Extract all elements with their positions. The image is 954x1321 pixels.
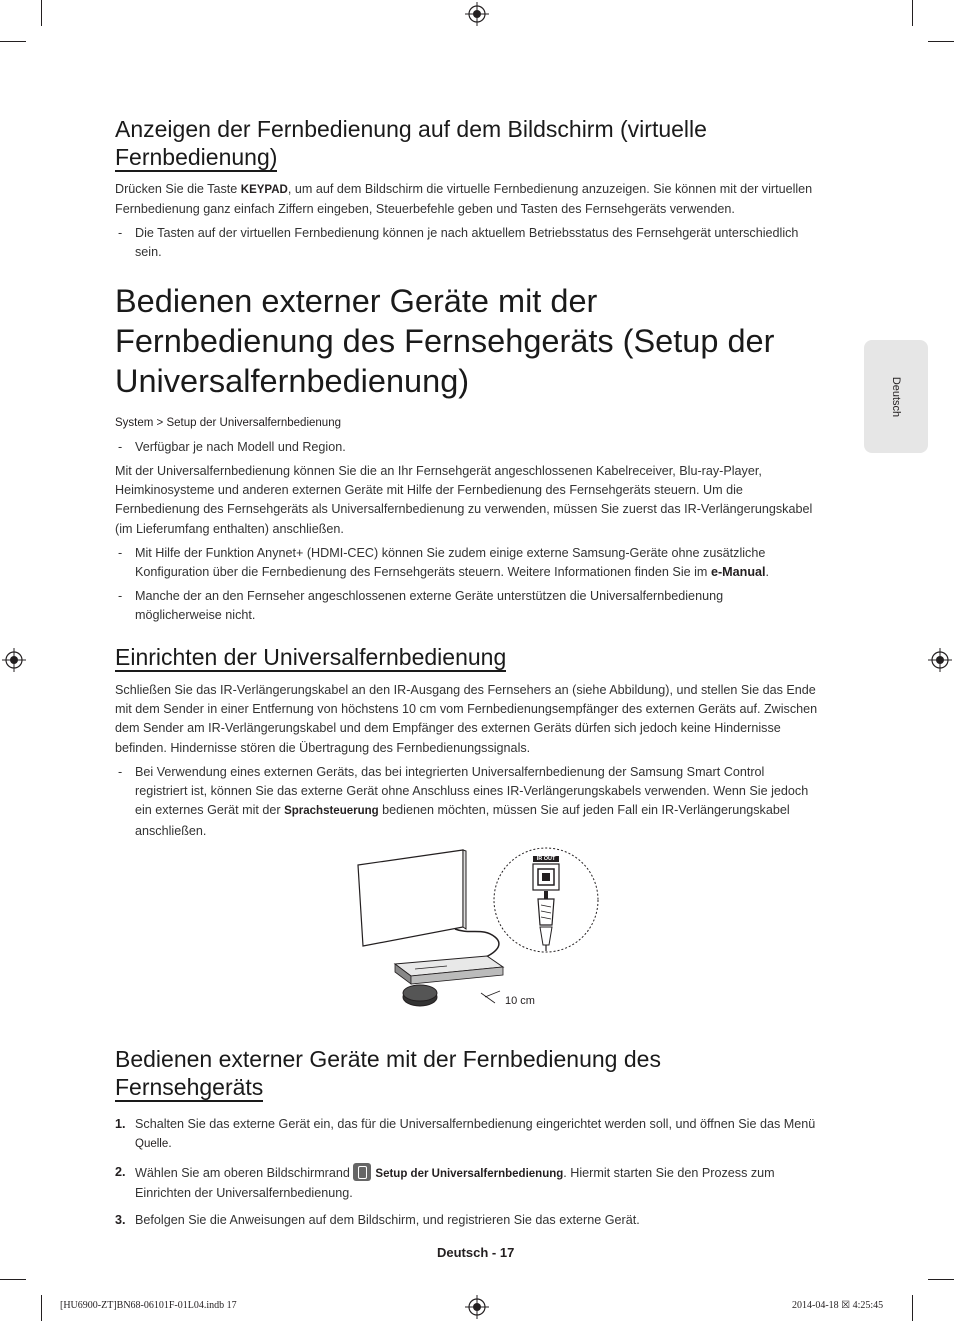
e-manual-link: e-Manual bbox=[710, 565, 766, 580]
step-1: Schalten Sie das externe Gerät ein, das für die Universalfernbedienung eingerichtet werden soll, und öffnen Sie das Menü Quelle. bbox=[135, 1117, 816, 1151]
setup-section-note: Bei Verwendung eines externen Geräts, das bei integrierten Universalfernbedienung der Samsung Smart Control registriert ist, können Sie das externe Gerät ohne Anschluss eines IR-Verlängerungskabels verwenden. Wenn Sie jedoch ein externes Gerät mit der Sprachsteuerung bedienen möchten, müssen Sie auf jeden Fall ein IR-Verlängerungskabel anschließen. bbox=[135, 765, 809, 838]
universal-remote-icon bbox=[353, 1163, 371, 1181]
compatibility-note: Manche der an den Fernseher angeschlossenen externe Geräte unterstützen die Universalfernbedienung möglicherweise nicht. bbox=[135, 589, 724, 623]
section-title-line: Anzeigen der Fernbedienung auf dem Bildschirm (virtuelle bbox=[115, 116, 707, 142]
availability-note: Verfügbar je nach Modell und Region. bbox=[135, 440, 346, 454]
step-2: Wählen Sie am oberen Bildschirmrand Setup der Universalfernbedienung. Hiermit starten Sie den Prozess zum Einrichten der Universalfernbedienung. bbox=[135, 1163, 840, 1203]
step-number: 3. bbox=[115, 1213, 126, 1227]
tv-illustration bbox=[358, 850, 463, 946]
note-dash: - bbox=[118, 589, 123, 603]
crop-mark bbox=[912, 0, 913, 26]
note-dash: - bbox=[118, 440, 123, 454]
crop-mark bbox=[0, 41, 26, 42]
distance-label: 10 cm bbox=[505, 995, 535, 1007]
crop-mark bbox=[41, 0, 42, 26]
print-file-info: [HU6900-ZT]BN68-06101F-01L04.indb 17 bbox=[60, 1300, 237, 1311]
voice-control-label: Sprachsteuerung bbox=[284, 805, 379, 818]
menu-path-item: Setup der Universalfernbedienung bbox=[166, 417, 341, 429]
step-number: 2. bbox=[115, 1165, 126, 1179]
section-virtual-remote-title bbox=[115, 115, 855, 171]
menu-path-system: System bbox=[115, 417, 154, 429]
registration-mark-icon bbox=[928, 648, 952, 672]
setup-section-body: Schließen Sie das IR-Verlängerungskabel an den IR-Ausgang des Fernsehers an (siehe Abbildung), und stellen Sie das Ende mit dem Sender in einer Entfernung von höchstens 10 cm vom Fernbedienungsempfänger des externen Geräts auf. Zwischen dem Sender am IR-Verlängerungskabel und dem Empfänger des externen Geräts dürfen sich jedoch keine Hindernisse befinden. Hindernisse stören die Übertragung des Fernbedienungssignals. bbox=[115, 683, 818, 755]
chapter-body: Mit der Universalfernbedienung können Sie die an Ihr Fernsehgerät angeschlossenen Kabelreceiver, Blu-ray-Player, Heimkinosysteme und anderen externen Geräte mit Hilfe der Fernbedienung des Fernsehgeräts steuern. Um die Fernbedienung des Fernsehgeräts als Universalfernbedienung zu verwenden, müssen Sie zuerst das IR-Verlängerungskabel (im Lieferumfang enthalten) anschließen. bbox=[115, 464, 813, 536]
universal-remote-setup-label: Setup der Universalfernbedienung bbox=[375, 1168, 564, 1180]
ir-cable-illustration-line bbox=[455, 929, 499, 961]
note-dash: - bbox=[118, 765, 123, 779]
note-dash: - bbox=[118, 546, 123, 560]
crop-mark bbox=[928, 41, 954, 42]
crop-mark bbox=[41, 1295, 42, 1321]
keypad-key-label: KEYPAD bbox=[240, 184, 288, 196]
menu-path: System > Setup der Universalfernbedienung bbox=[115, 417, 341, 429]
crop-mark bbox=[0, 1279, 26, 1280]
crop-mark bbox=[928, 1279, 954, 1280]
ir-out-port-label: IR OUT bbox=[536, 856, 556, 862]
chapter-title: Bedienen externer Geräte mit der Fernbedienung des Fernsehgeräts (Setup der Universalfernbedienung) bbox=[115, 283, 775, 399]
section-virtual-remote-note: Die Tasten auf der virtuellen Fernbedienung können je nach aktuellem Betriebsstatus des Fernsehgerät unterschiedlich sein. bbox=[135, 226, 799, 260]
registration-mark-icon bbox=[465, 1295, 489, 1319]
registration-mark-icon bbox=[2, 648, 26, 672]
operate-section-title: Bedienen externer Geräte mit der Fernbedienung des Fernsehgeräts bbox=[115, 1046, 661, 1100]
source-menu-label: Quelle bbox=[135, 1138, 169, 1151]
step-3: Befolgen Sie die Anweisungen auf dem Bildschirm, und registrieren Sie das externe Gerät. bbox=[135, 1213, 640, 1227]
registration-mark-icon bbox=[465, 2, 489, 26]
ir-cable-illustration bbox=[355, 845, 600, 1015]
anynet-note: Mit Hilfe der Funktion Anynet+ (HDMI-CEC) können Sie zudem einige externe Samsung-Geräte ohne zusätzliche Konfiguration über die Fernbedienung des Fernsehgeräts steuern. Weitere Informationen finden Sie im e-Manual. bbox=[135, 546, 770, 580]
section-title-line: Fernbedienung) bbox=[115, 144, 278, 170]
setup-section-title: Einrichten der Universalfernbedienung bbox=[115, 644, 507, 670]
note-dash: - bbox=[118, 226, 123, 240]
step-number: 1. bbox=[115, 1117, 126, 1131]
print-date-info: 2014-04-18 ☒ 4:25:45 bbox=[792, 1300, 884, 1311]
page-number: Deutsch - 17 bbox=[437, 1245, 515, 1260]
crop-mark bbox=[912, 1295, 913, 1321]
language-side-tab-label: Deutsch bbox=[890, 376, 902, 417]
section-virtual-remote-intro: Drücken Sie die Taste KEYPAD, um auf dem Bildschirm die virtuelle Fernbedienung anzuzeigen. Sie können mit der virtuellen Fernbedienung ganz einfach Ziffern eingeben, Steuerbefehle geben und Tasten des Fernsehgeräts verwenden. bbox=[115, 182, 813, 217]
